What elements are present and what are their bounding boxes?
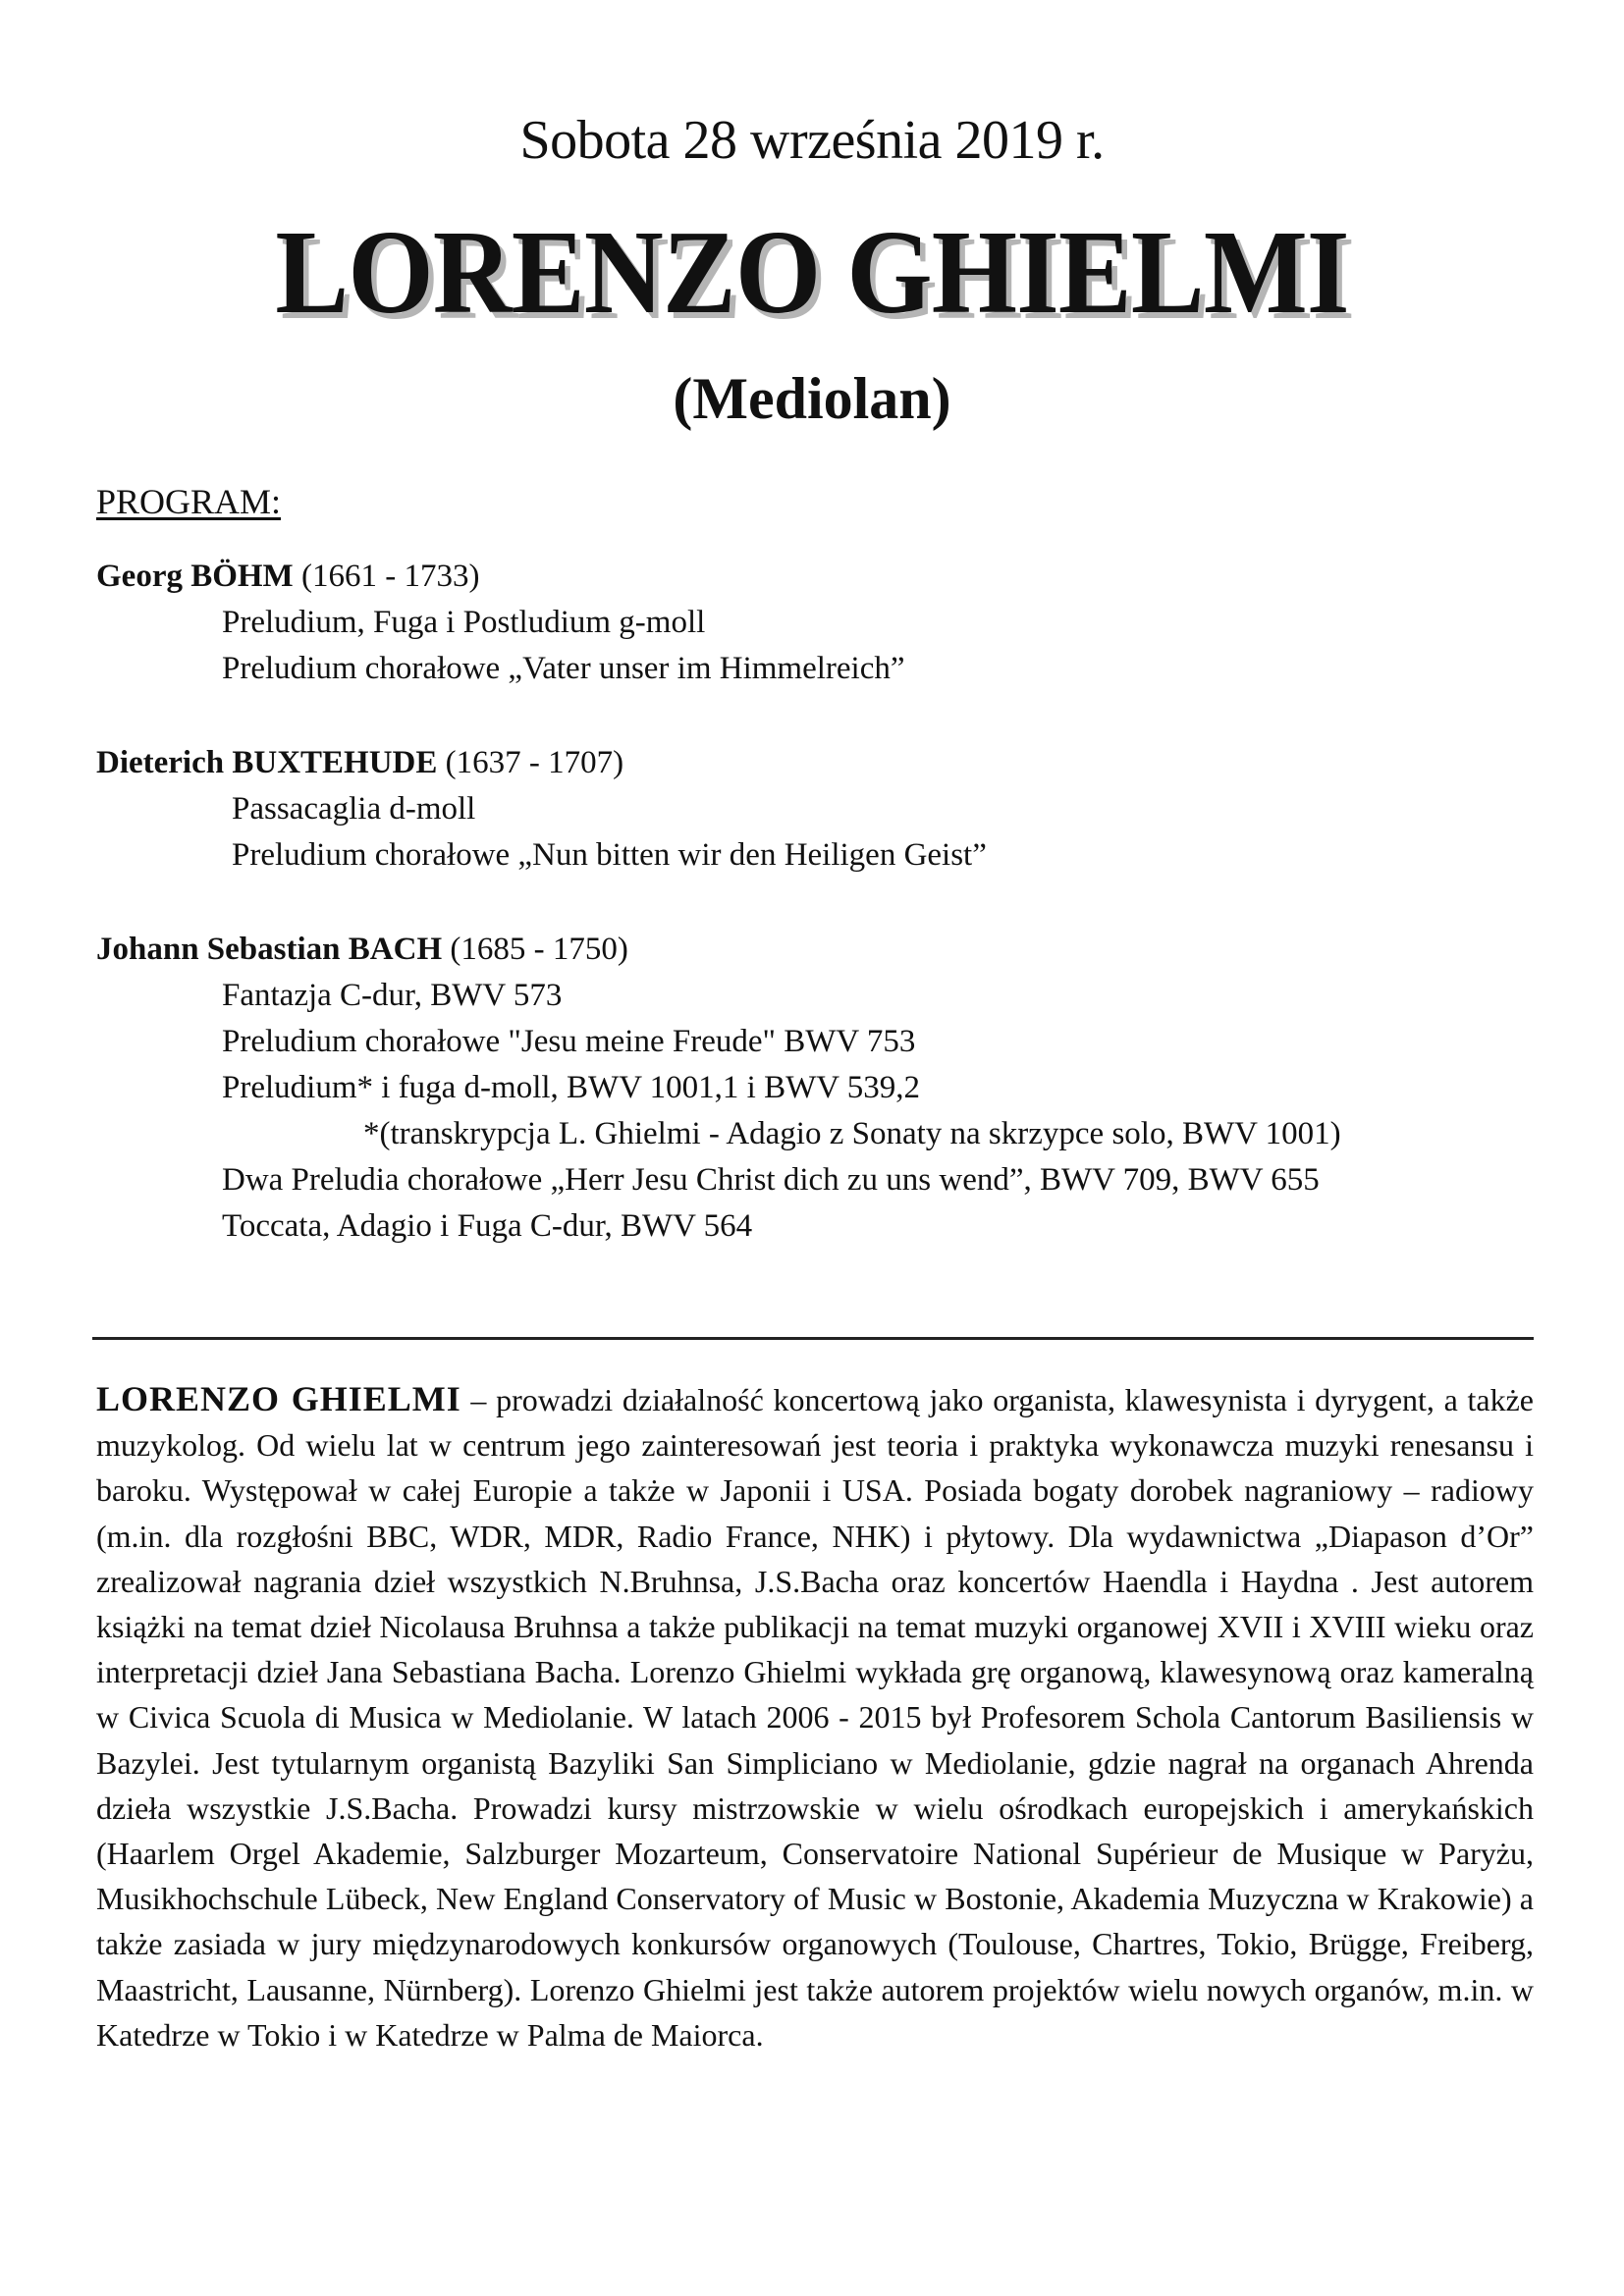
composer-dates: (1685 - 1750) xyxy=(450,932,628,967)
performer-city: (Mediolan) xyxy=(673,366,951,431)
work-item: Passacaglia d-moll xyxy=(232,791,476,827)
concert-date: Sobota 28 września 2019 r. xyxy=(519,110,1105,171)
work-item: Preludium, Fuga i Postludium g-moll xyxy=(222,605,706,640)
composer-heading xyxy=(96,927,1540,973)
biography xyxy=(96,1376,1534,2057)
composer-name: Georg BÖHM xyxy=(96,559,294,594)
section-divider xyxy=(92,1337,1534,1340)
composer-heading xyxy=(96,740,1540,786)
composer-dates: (1637 - 1707) xyxy=(445,745,624,780)
work-item: Preludium chorałowe „Vater unser im Himmelreich” xyxy=(222,651,905,686)
composer-name: Dieterich BUXTEHUDE xyxy=(96,745,438,780)
work-item: Preludium chorałowe "Jesu meine Freude" BWV 753 xyxy=(222,1024,916,1059)
composer-group-bach xyxy=(96,927,1540,1250)
biography-text: – prowadzi działalność koncertową jako organista, klawesynista i dyrygent, a także muzykolog. Od wielu lat w centrum jego zainteresowań jest teoria i praktyka wykonawcza muzyki renesansu i baroku. Występował w całej Europie a także w Japonii i USA. Posiada bogaty dorobek nagraniowy – radiowy (m.in. dla rozgłośni BBC, WDR, MDR, Radio France, NHK) i płytowy. Dla wydawnictwa „Diapason d’Or” zrealizował nagrania dzieł wszystkich N.Bruhnsa, J.S.Bacha oraz koncertów Haendla i Haydna . Jest autorem książki na temat dzieł Nicolausa Bruhnsa a także publikacji na temat muzyki organowej XVII i XVIII wieku oraz interpretacji dzieł Jana Sebastiana Bacha. Lorenzo Ghielmi wykłada grę organową, klawesynową oraz kameralną w Civica Scuola di Musica w Mediolanie. W latach 2006 - 2015 był Profesorem Schola Cantorum Basiliensis w Bazylei. Jest tytularnym organistą Bazyliki San Simpliciano w Mediolanie, gdzie nagrał na organach Ahrenda dzieła wszystkie J.S.Bacha. Prowadzi kursy mistrzowskie w wielu ośrodkach europejskich i amerykańskich (Haarlem Orgel Akademie, Salzburger Mozarteum, Conservatoire National Supérieur de Musique w Paryżu, Musikhochschule Lübeck, New England Conservatory of Music w Bostonie, Akademia Muzyczna w Krakowie) a także zasiada w jury międzynarodowych konkursów organowych (Toulouse, Chartres, Tokio, Brügge, Freiberg, Maastricht, Lausanne, Nürnberg). Lorenzo Ghielmi jest także autorem projektów wielu nowych organów, m.in. w Katedrze w Tokio i w Katedrze w Palma de Maiorca. xyxy=(96,1382,1535,2053)
program-heading: PROGRAM: xyxy=(96,482,282,521)
work-item: Preludium* i fuga d-moll, BWV 1001,1 i BWV 539,2 xyxy=(222,1070,920,1105)
composer-group-bohm xyxy=(96,554,1540,692)
composer-heading xyxy=(96,554,1540,600)
composer-group-buxtehude xyxy=(96,740,1540,879)
work-item: Fantazja C-dur, BWV 573 xyxy=(222,978,563,1013)
composer-dates: (1661 - 1733) xyxy=(300,559,480,594)
work-footnote: *(transkrypcja L. Ghielmi - Adagio z Sonaty na skrzypce solo, BWV 1001) xyxy=(363,1116,1341,1151)
program-list xyxy=(96,554,1540,1298)
work-item: Toccata, Adagio i Fuga C-dur, BWV 564 xyxy=(222,1208,753,1244)
composer-name: Johann Sebastian BACH xyxy=(96,932,443,967)
biography-name: LORENZO GHIELMI xyxy=(96,1379,461,1418)
work-item: Dwa Preludia chorałowe „Herr Jesu Christ dich zu uns wend”, BWV 709, BWV 655 xyxy=(222,1162,1320,1198)
performer-name: LORENZO GHIELMI xyxy=(275,206,1349,339)
work-item: Preludium chorałowe „Nun bitten wir den Heiligen Geist” xyxy=(232,837,987,873)
